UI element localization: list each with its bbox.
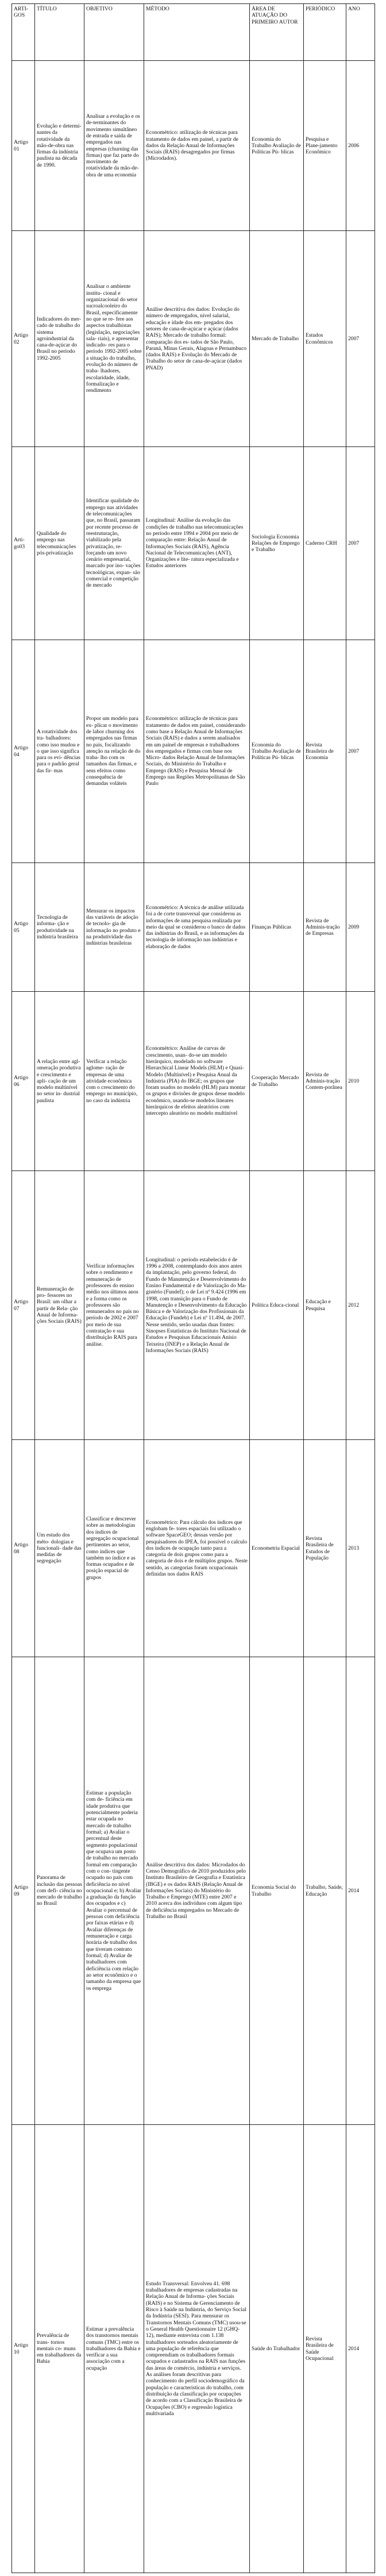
cell-titulo: A relação entre agl- omeração produtiva e crescimento e apli- cação de um modelo multinível no setor in- dustrial paulista: [35, 992, 84, 1171]
header-ano: ANO: [346, 4, 375, 61]
cell-titulo: A rotatividade dos tra- balhadores: como isso mudou e o que isso significa para os evi- dências para o padrão geral das fir- mas: [35, 640, 84, 863]
cell-titulo: Qualidade do emprego nas telecomunicações pós-privatização: [35, 447, 84, 640]
table-row: [12, 447, 375, 640]
cell-titulo: Um estudo dos méto- dologias e funcionali- dade das medidas de segregação: [35, 1440, 84, 1657]
cell-area: Saúde do Trabalhador: [250, 2125, 304, 2573]
cell-ano: 2006: [346, 61, 375, 231]
cell-ano: 2013: [346, 1440, 375, 1657]
cell-ano: 2007: [346, 640, 375, 863]
cell-metodo: Econométrico: Análise de curvas de crescimento, usan- do-se um modelo hierárquico, modelado no software Hierarchical Linear Models (HLM) e Quasi-Modelo (Multinível) e Pesquisa Anual da Indústria (PIA) do IBGE; os grupos que foram usados no modelo (HLM) para montar os grupos e divisões de grupos desse modelo econômico, usando-se modelos lineares hierárquicos de efeitos aleatórios com intercepto aleatório no modelo multinível: [144, 992, 250, 1171]
cell-objetivo: Mensurar os impactos das variáveis de adoção de tecnolo- gia de informação no produto e na produtividade das indústrias brasileiras: [84, 863, 144, 992]
header-periodico: PERIÓDICO: [304, 4, 346, 61]
table-row: [12, 2125, 375, 2573]
table-row: [12, 231, 375, 447]
table-row: [12, 1657, 375, 2125]
cell-objetivo: Propor um modelo para ex- plicar o movimento de labor churning dos empregados nas firmas no pais, focalizando atenção na relação de do traba- lho com os tamanhos das firmas, e seus efeitos como consequência de demandas voláteis: [84, 640, 144, 863]
cell-objetivo: Estimar a população com de- ficiência em idade produtiva que potencialmente poderia estar ocupada no mercado de trabalho formal; a) Avaliar o percentual deste segmento populacional que ocupava um posto de trabalho no mercado formal em comparação com o con- tingente ocupado no país com deficiência no nível ocupacional e; b) Avaliar a graduação da função dos ocupados e c) Avaliar o percentual de pessoas com deficiência por faixas etárias e d) Avaliar diferenças de remuneração e carga horária de trabalho dos que tiveram contrato formal; d) Avaliar de trabalhadores com deficiência com relação ao setor econômico e o tamanho da empresa que os emprega: [84, 1657, 144, 2125]
cell-periodico: Estudos Econômicos: [304, 231, 346, 447]
cell-artigo: Artigo 01: [12, 61, 35, 231]
header-artigo: ARTI-GOS: [12, 4, 35, 61]
cell-metodo: Longitudinal: o período estabelecido é de 1996 a 2008, contemplando dois anos antes da implantação, pelo governo federal, do Fundo de Manutenção e Desenvolvimento do Ensino Fundamental e de Valorização do Ma- gistério (Fundef); o de Lei nº 9.424 (1996 em 1998, com transição para o Fundo de Manutenção e Desenvolvimento da Educação Básica e de Valorização dos Profissionais da Educação (Fundeb) e Lei nº 11.494, de 2007. Nesse sentido, serão usadas duas fontes: Sinopses Estatísticas do Instituto Nacional de Estudos e Pesquisas Educacionais Anísio Teixeira (INEP) e a Relação Anual de Informações Sociais (RAIS): [144, 1171, 250, 1440]
cell-objetivo: Classificar e descrever sobre as metodologias dos índices de segregação ocupacional pertinentes ao setor, como índices que também no índice e as formas ocupados e de posição espacial de grupos: [84, 1440, 144, 1657]
cell-objetivo: Estimar a prevalência dos transtornos mentais comuns (TMC) entre os trabalhadores da Bahia e verificar a sua associação com a ocupação: [84, 2125, 144, 2573]
cell-titulo: Panorama de inclusão das pessoas com defi- ciência no mercado de trabalho no Brasil: [35, 1657, 84, 2125]
cell-artigo: Artigo 10: [12, 2125, 35, 2573]
cell-periodico: Caderno CRH: [304, 447, 346, 640]
cell-artigo: Arti-go03: [12, 447, 35, 640]
cell-area: Cooperação Mercado de Trabalho: [250, 992, 304, 1171]
cell-metodo: Análise descritiva dos dados: Evolução do número de empregados, nível salarial, educação e idade dos em- pregados dos setores de cana-de-açúcar e açúcar (dados RAIS); Mercado de trabalho formal: comparação dos es- tados de São Paulo, Paraná, Minas Gerais, Alagoas e Pernambuco (dados RAIS) e Evolução do Mercado de Trabalho do setor de cana-de-açúcar (dados PNAD): [144, 231, 250, 447]
cell-artigo: Artigo 02: [12, 231, 35, 447]
cell-artigo: Artigo 06: [12, 992, 35, 1171]
cell-objetivo: Verificar a relação aglome- ração de empresas de uma atividade econômica com o crescimento do emprego no município, no caso da indústria: [84, 992, 144, 1171]
cell-periodico: Educação e Pesquisa: [304, 1171, 346, 1440]
cell-periodico: Revista de Adminis-tração de Empresas: [304, 863, 346, 992]
cell-artigo: Artigo 04: [12, 640, 35, 863]
cell-ano: 2007: [346, 231, 375, 447]
header-metodo: MÉTODO: [144, 4, 250, 61]
table-row: [12, 1171, 375, 1440]
cell-area: Econometria Espacial: [250, 1440, 304, 1657]
cell-metodo: Longitudinal: Análise da evolução das condições de trabalho nas telecomunicações no período entre 1994 e 2004 por meio de comparação entre: Relação Anual de Informações Sociais (RAIS), Agência Nacional de Telecomunicações (ANT), Organizações e lite- ratura especializada e Estudos anteriores: [144, 447, 250, 640]
cell-area: Economia do Trabalho Avaliação de Políticas Pú- blicas: [250, 61, 304, 231]
cell-objetivo: Analisar o ambiente institu- cional e organizacional do setor sucroalcooleiro do Brasil, especificamente no que se re- fere aos aspectos trabalhistas (legislação, negociações sala- riais), e apresentar indicado- res para o período 1992-2005 sobre a situação do trabalho, evolução do número de traba- lhadores, escolaridade, idade, formalização e rendimento: [84, 231, 144, 447]
literature-review-table: [11, 3, 375, 2573]
cell-artigo: Artigo 05: [12, 863, 35, 992]
table-header-row: [12, 4, 375, 61]
cell-ano: 2014: [346, 1657, 375, 2125]
cell-periodico: Revista Brasileira de Economia: [304, 640, 346, 863]
cell-area: Finanças Públicas: [250, 863, 304, 992]
header-area: ÁREA DE ATUAÇÃO DO PRIMEIRO AUTOR: [250, 4, 304, 61]
cell-objetivo: Identificar qualidade do emprego nas atividades de telecomunicações que, no Brasil, passaram por recente processo de reestruturação, viabilizado pela privatização, re- forçando um novo cenário empresarial, marcado por ino- vações tecnológicas, expan- são comercial e competição de mercado: [84, 447, 144, 640]
cell-metodo: Econométrico: Para cálculo dos índices que englobam fe- tores espaciais foi utilizado o software SpaceGEO; dessas versão por pesquisadores do IPEA, foi possível o calculo dos índices de ocupação tanto para a categoria de dois grupos como para a categoria de dois e de múltiplos grupos. Neste sentido, as categorias foram ocupacionais definidas nos dados RAIS: [144, 1440, 250, 1657]
cell-ano: 2012: [346, 1171, 375, 1440]
table-row: [12, 640, 375, 863]
cell-area: Política Educa-cional: [250, 1171, 304, 1440]
cell-area: Economia Social do Trabalho: [250, 1657, 304, 2125]
cell-metodo: Econométrico: utilização de técnicas para tratamento de dados em painel, considerando como base a Relação Anual de Informações Sociais (RAIS) e dados a serem analisados em um painel de empresas e trabalhadores dos empregados e firmas com base nos Micro- dados Relação Anual de Informações Sociais, do Ministério do Trabalho e Emprego (RAIS) e Pesquisa Mensal de Emprego nas Regiões Metropolitanas de São Paulo: [144, 640, 250, 863]
table-row: [12, 992, 375, 1171]
cell-titulo: Remuneração de pro- fessores no Brasil: um olhar a partir de Rela- ção Anual de Informa- ções Sociais (RAIS): [35, 1171, 84, 1440]
cell-area: Economia do Trabalho Avaliação de Políticas Pú- blicas: [250, 640, 304, 863]
cell-titulo: Prevalência de trans- tornos mentais co- muns em trabalhadores da Bahia: [35, 2125, 84, 2573]
header-titulo: TÍTULO: [35, 4, 84, 61]
cell-periodico: Trabalho, Saúde, Educação: [304, 1657, 346, 2125]
cell-periodico: Pesquisa e Plane-jamento Econômico: [304, 61, 346, 231]
cell-titulo: Tecnologia de informa- ção e produtividade na indústria brasileira: [35, 863, 84, 992]
header-objetivo: OBJETIVO: [84, 4, 144, 61]
cell-area: Sociologia Economia Relações de Emprego e Trabalho: [250, 447, 304, 640]
cell-artigo: Artigo 08: [12, 1440, 35, 1657]
cell-titulo: Indicadores do mer- cado de trabalho do sistema agroindustrial da cana-de-açúcar do Brasil no período 1992-2005: [35, 231, 84, 447]
cell-metodo: Econométrico: A técnica de análise utilizada foi a de corte transversal que considerou as informações de uma pesquisa realizada por meio da qual se considerou o banco de dados das indústrias do Brasil, e as informações da tecnologia de informação nas indústrias e elaboração de dados: [144, 863, 250, 992]
cell-objetivo: Verificar informações sobre o rendimento e remuneração de professores do ensino médio nos últimos anos e a forma como os professores são remunerados no país no período de 2002 e 2007 por meio de sua contratação e sua distribuição RAIS para análise.: [84, 1171, 144, 1440]
cell-periodico: Revista Brasileira de Saúde Ocupacional: [304, 2125, 346, 2573]
cell-area: Mercado de Trabalho: [250, 231, 304, 447]
cell-ano: 2010: [346, 992, 375, 1171]
cell-ano: 2009: [346, 863, 375, 992]
cell-ano: 2007: [346, 447, 375, 640]
table-row: [12, 1440, 375, 1657]
table-row: [12, 61, 375, 231]
cell-metodo: Estudo Transversal: Envolveu 41. 698 trabalhadores de empresas cadastradas na Relação Anual de Informa- ções Sociais (RAIS) e no Sistema de Gerenciamento de Risco à Saúde na Indústria, do Serviço Social da Indústria (SESI). Para mensurar os Transtornos Mentais Comuns (TMC) usou-se o General Health Questionnaire 12 (GHQ-12), mediante entrevista com 1.138 trabalhadores sorteados aleatoriamente de uma população de referência que compreendiam os trabalhadores formais ocupados e cadastrados na RAIS nas funções das áreas de comércio, indústria e serviços. As análises foram descritivas para conhecimento do perfil sociodemográfico da população e características do trabalho, com distribuição da classificação por ocupações de acordo com a Classificação Brasileira de Ocupações (CBO) e regressão logística multivariada: [144, 2125, 250, 2573]
cell-titulo: Evolução e determi-nantes da rotatividade da mão-de-obra nas firmas da indústria paulista na década de 1990.: [35, 61, 84, 231]
cell-artigo: Artigo 07: [12, 1171, 35, 1440]
cell-metodo: Econométrico: utilização de técnicas para tratamento de dados em painel, a partir de dados da Relação Anual de Informações Sociais (RAIS) desagregados por firmas (Microdados).: [144, 61, 250, 231]
cell-artigo: Artigo 09: [12, 1657, 35, 2125]
cell-periodico: Revista Brasileira de Estudos de População: [304, 1440, 346, 1657]
cell-objetivo: Analisar a evolução e os de-terminantes do movimento simultâneo de entrada e saída de empregados nas empresas (churning das firmas) que faz parte do movimento de rotatividade da mão-de-obra de uma economia: [84, 61, 144, 231]
cell-ano: 2014: [346, 2125, 375, 2573]
table-row: [12, 863, 375, 992]
cell-metodo: Análise descritiva dos dados: Microdados do Censo Demográfico de 2010 produzidos pelo Instituto Brasileiro de Geografia e Estatística (IBGE) e os dados RAIS (Relação Anual de Informações Sociais) do Ministério do Trabalho e Emprego (MTE) entre 2007 e 2010 acerca dos indivíduos com algum tipo de deficiência empregados no Mercado de Trabalho no Brasil: [144, 1657, 250, 2125]
cell-periodico: Revista de Adminis-tração Contem-porânea: [304, 992, 346, 1171]
